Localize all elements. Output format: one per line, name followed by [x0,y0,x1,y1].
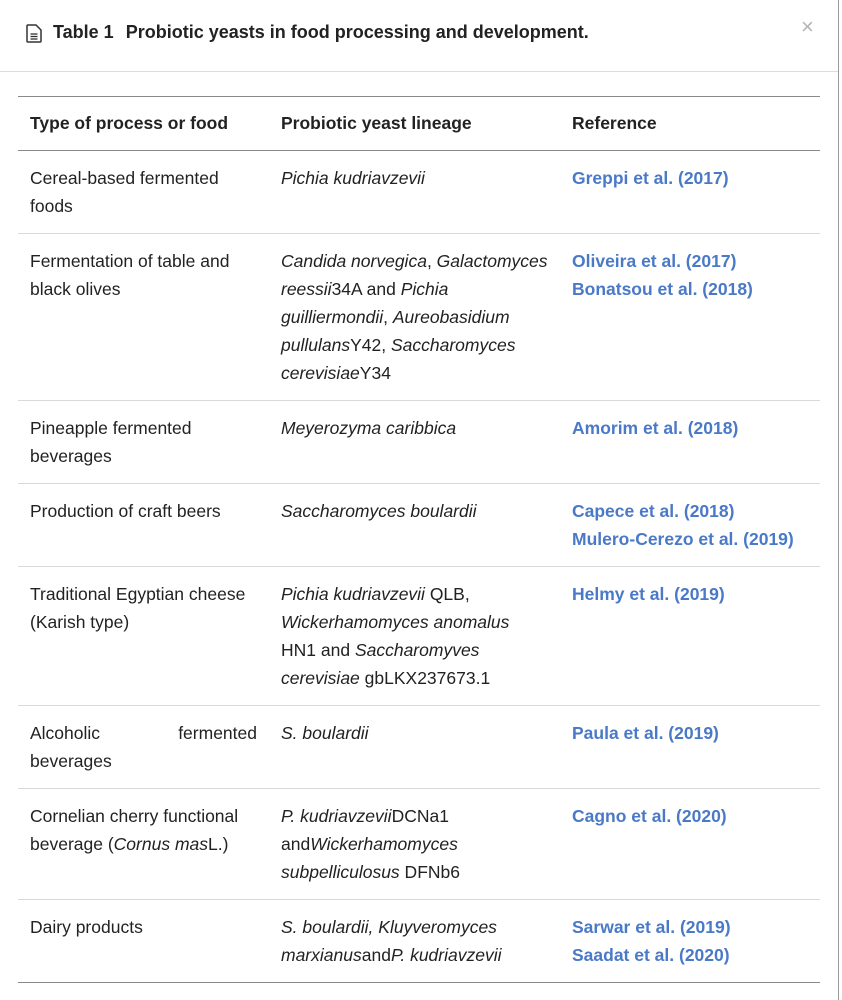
reference-link[interactable]: Sarwar et al. (2019) [572,917,731,937]
reference-link[interactable]: Amorim et al. (2018) [572,418,739,438]
cell-reference [560,234,820,401]
table-row [18,234,820,401]
reference-link[interactable]: Cagno et al. (2020) [572,806,727,826]
cell-reference [560,401,820,484]
cell-reference [560,484,820,567]
table-body [18,151,820,983]
cell-process-type: Traditional Egyptian cheese (Karish type) [30,584,246,632]
reference-link[interactable]: Saadat et al. (2020) [572,945,730,965]
cell-yeast-lineage: S. boulardii [281,723,369,743]
cell-yeast-lineage: Pichia kudriavzevii [281,168,425,188]
table-row [18,900,820,983]
column-header-lineage: Probiotic yeast lineage [281,113,472,133]
cell-process-type: Alcoholic fermented beverages [30,723,257,771]
table-header-row [18,97,820,151]
cell-yeast-lineage: P. kudriavzeviiDCNa1 andWickerhamomyces subpelliculosus DFNb6 [281,806,460,882]
reference-link[interactable]: Bonatsou et al. (2018) [572,279,753,299]
reference-link[interactable]: Oliveira et al. (2017) [572,251,737,271]
cell-reference [560,900,820,983]
cell-process-type: Dairy products [30,917,143,937]
cell-yeast-lineage: Pichia kudriavzevii QLB, Wickerhamomyces anomalus HN1 and Saccharomyves cerevisiae gbLKX237673.1 [281,584,510,688]
reference-link[interactable]: Greppi et al. (2017) [572,168,729,188]
table-row [18,567,820,706]
cell-yeast-lineage: Meyerozyma caribbica [281,418,457,438]
close-icon[interactable]: × [801,14,814,39]
dialog-edge [838,0,839,1000]
document-icon [26,24,42,43]
reference-link[interactable]: Paula et al. (2019) [572,723,719,743]
cell-process-type: Fermentation of table and black olives [30,251,230,299]
table-row [18,151,820,234]
cell-yeast-lineage: Saccharomyces boulardii [281,501,477,521]
table-row [18,401,820,484]
data-table [18,96,820,983]
cell-process-type: Cornelian cherry functional beverage (Cornus masL.) [30,806,239,854]
table-row [18,484,820,567]
reference-link[interactable]: Helmy et al. (2019) [572,584,725,604]
dialog-title [53,22,589,43]
cell-reference [560,706,820,789]
cell-yeast-lineage: Candida norvegica, Galactomyces reessii34A and Pichia guilliermondii, Aureobasidium pullulansY42, Saccharomyces cerevisiaeY34 [281,251,548,383]
reference-link[interactable]: Capece et al. (2018) [572,501,735,521]
dialog-header [0,0,838,72]
column-header-reference: Reference [572,113,657,133]
reference-link[interactable]: Mulero-Cerezo et al. (2019) [572,529,794,549]
table-caption: Probiotic yeasts in food processing and development. [125,22,589,42]
table-label: Table 1 [53,22,114,42]
column-header-type: Type of process or food [30,113,229,133]
cell-reference [560,567,820,706]
cell-reference [560,151,820,234]
cell-process-type: Production of craft beers [30,501,221,521]
table-row [18,789,820,900]
cell-process-type: Pineapple fermented beverages [30,418,192,466]
cell-reference [560,789,820,900]
table-row [18,706,820,789]
cell-process-type: Cereal-based fermented foods [30,168,219,216]
cell-yeast-lineage: S. boulardii, Kluyveromyces marxianusandP. kudriavzevii [281,917,502,965]
